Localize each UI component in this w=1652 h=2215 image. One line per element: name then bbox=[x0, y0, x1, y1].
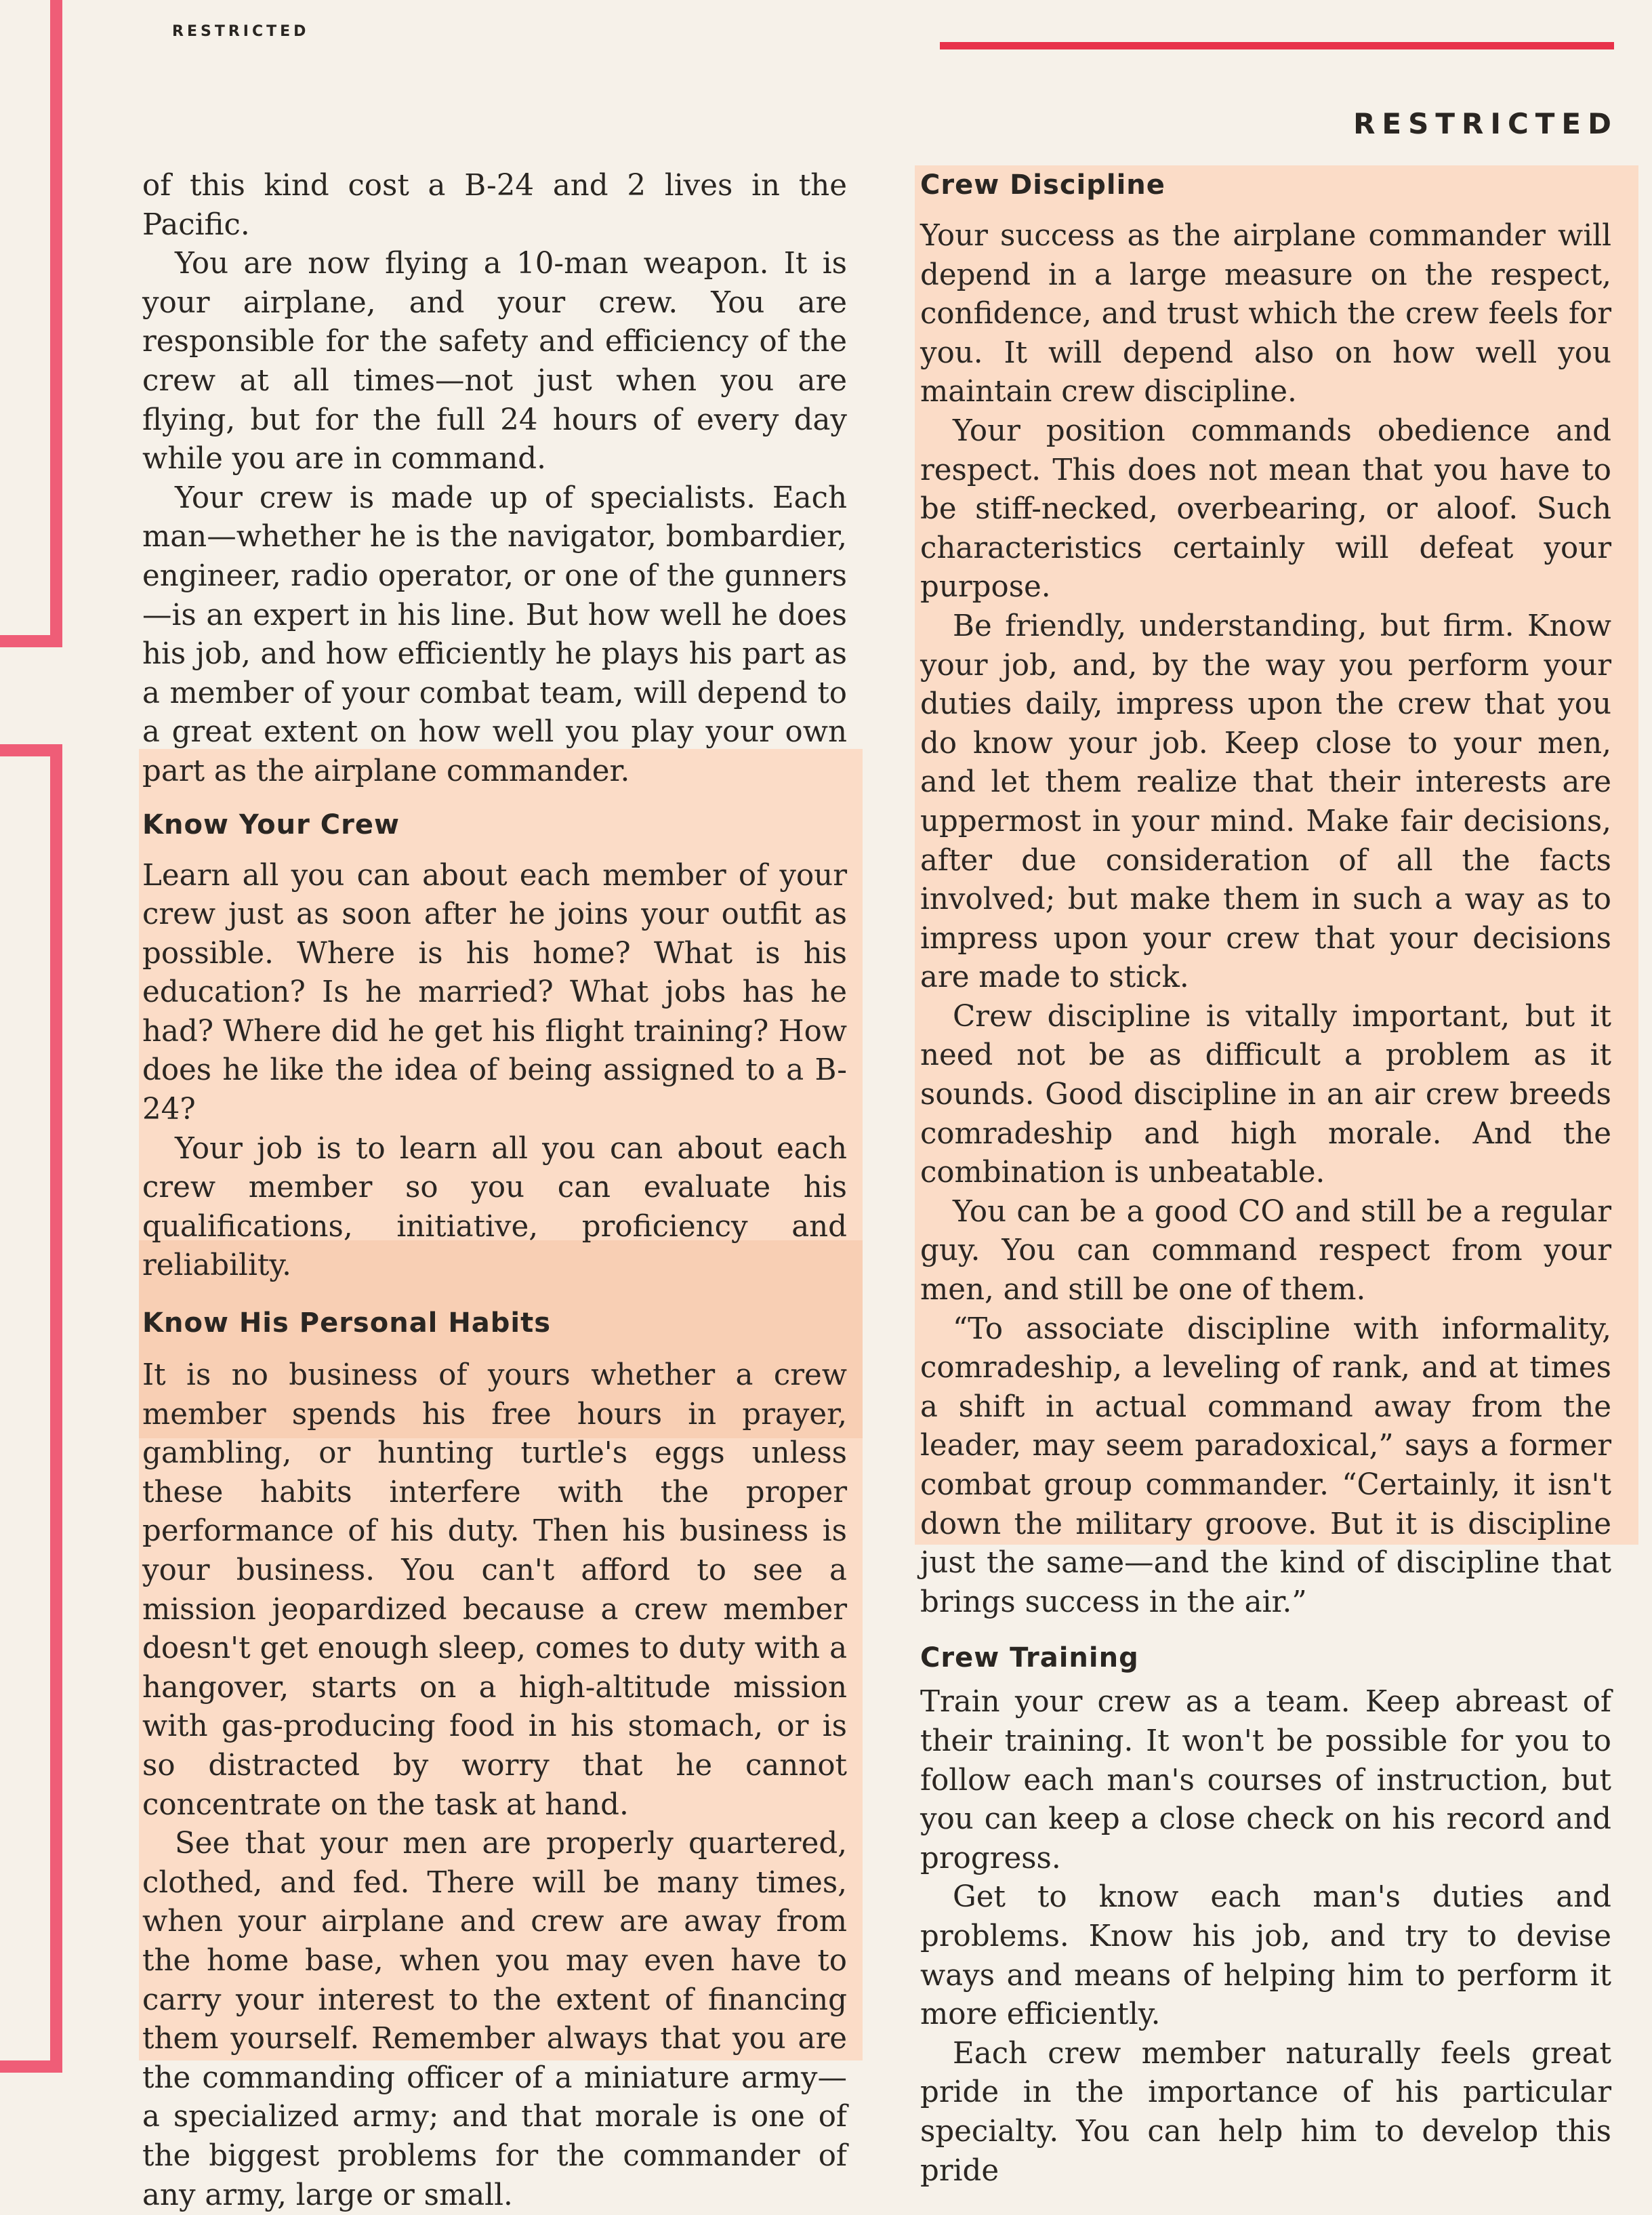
paragraph-specialists: Your crew is made up of specialists. Each man—whether he is the navigator, bombardier, engineer, radio operator, or one of the gunners—is an expert in his line. But how well he does his job, and how efficiently he plays his part as a member of your combat team, will depend to a great extent on how well you play your own part as the airplane commander. bbox=[142, 481, 847, 788]
paragraph-quote-commander: “To associate discipline with informality, comradeship, a leveling of rank, and at times a shift in actual command away from the leader, may seem paradoxical,” says a former combat group commander. “Certainly, it isn't down the military groove. But it is discipline just the same—and the kind of discipline that brings success in the air.” bbox=[920, 1312, 1611, 1619]
paragraph-duties-problems: Get to know each man's duties and problems. Know his job, and try to devise ways and means of helping him to perform it more efficiently. bbox=[920, 1880, 1611, 2032]
paragraph-discipline-important: Crew discipline is vitally important, but it need not be as difficult a problem as it sounds. Good discipline in an air crew breeds comradeship and high morale. And the combination is unbeatable. bbox=[920, 999, 1611, 1190]
header-red-rule bbox=[940, 42, 1614, 49]
intro-line: of this kind cost a B-24 and 2 lives in the Pacific. bbox=[142, 169, 847, 242]
paragraph-habits: It is no business of yours whether a crew member spends his free hours in prayer, gambling, or hunting turtle's eggs unless these habits interfere with the proper performance of his duty. Then his business is your business. You can't afford to see a mission jeopardized because a crew member doesn't get enough sleep, comes to duty with a hangover, starts on a high-altitude mission with gas-producing food in his stomach, or is so distracted by worry that he cannot concentrate on the task at hand. bbox=[142, 1358, 847, 1822]
paragraph-evaluate-crew: Your job is to learn all you can about each crew member so you can evaluate his qualifications, initiative, proficiency and reliability. bbox=[142, 1131, 847, 1283]
paragraph-learn-about-crew: Learn all you can about each member of your crew just as soon after he joins your outfit as possible. Where is his home? What is his education? Is he married? What jobs has he had? Where did he get his flight training? How does he like the idea of being assigned to a B-24? bbox=[142, 858, 847, 1127]
paragraph-good-co: You can be a good CO and still be a regular guy. You can command respect from your men, and still be one of them. bbox=[920, 1194, 1611, 1307]
paragraph-10-man-weapon: You are now flying a 10-man weapon. It is your airplane, and your crew. You are responsible for the safety and efficiency of the crew at all times—not just when you are flying, but for the full 24 hours of every day while you are in command. bbox=[142, 247, 847, 476]
paragraph-quartered-clothed-fed: See that your men are properly quartered, clothed, and fed. There will be many times, when your airplane and crew are away from the home base, when you may even have to carry your interest to the extent of financing them yourself. Remember always that you are the commanding officer of a miniature army—a specialized army; and that morale is one of the biggest problems for the commander of any army, large or small. bbox=[142, 1827, 847, 2212]
header-restricted-small: RESTRICTED bbox=[172, 23, 310, 40]
header-restricted-large: RESTRICTED bbox=[1353, 107, 1618, 140]
heading-crew-discipline: Crew Discipline bbox=[920, 169, 1165, 201]
heading-personal-habits: Know His Personal Habits bbox=[142, 1307, 552, 1339]
margin-bracket-bottom bbox=[0, 744, 62, 2073]
right-column bbox=[920, 167, 1611, 2191]
margin-bracket-top bbox=[0, 0, 62, 647]
paragraph-position-commands: Your position commands obedience and respect. This does not mean that you have to be stiff-necked, overbearing, or aloof. Such characteristics certainly will defeat your purpose. bbox=[920, 413, 1611, 605]
heading-know-your-crew: Know Your Crew bbox=[142, 809, 400, 840]
paragraph-be-friendly: Be friendly, understanding, but firm. Know your job, and, by the way you perform your duties daily, impress upon the crew that you do know your job. Keep close to your men, and let them realize that their interests are uppermost in your mind. Make fair decisions, after due consideration of all the facts involved; but make them in such a way as to impress upon your crew that your decisions are made to stick. bbox=[920, 609, 1611, 995]
paragraph-train-as-team: Train your crew as a team. Keep abreast of their training. It won't be possible for you to follow each man's courses of instruction, but you can keep a close check on his record and progress. bbox=[920, 1685, 1611, 1875]
left-column bbox=[142, 167, 847, 2215]
paragraph-success: Your success as the airplane commander will depend in a large measure on the respect, confidence, and trust which the crew feels for you. It will depend also on how well you maintain crew discipline. bbox=[920, 219, 1611, 409]
heading-crew-training: Crew Training bbox=[920, 1642, 1139, 1674]
paragraph-specialty-pride: Each crew member naturally feels great pride in the importance of his particular specialty. You can help him to develop this pride bbox=[920, 2036, 1611, 2188]
